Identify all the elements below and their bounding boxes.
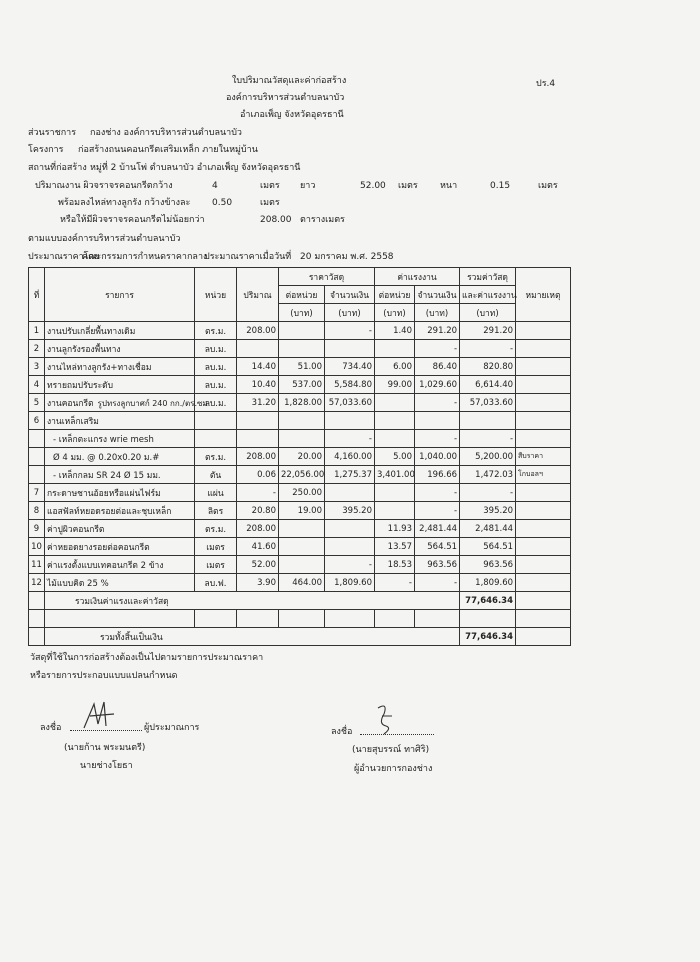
cell-item xyxy=(45,448,195,466)
item-text: - เหล็กกลม SR 24 Ø 15 มม. xyxy=(53,470,161,481)
cell-mp: 250.00 xyxy=(279,484,325,502)
item-text: งานไหล่ทางลูกรัง+ทางเชื่อม xyxy=(47,362,152,373)
project-value: ก่อสร้างถนนคอนกรีตเสริมเหล็ก ภายในหมู่บ้าน xyxy=(78,145,258,155)
cell-item xyxy=(45,520,195,538)
cell-item xyxy=(45,466,195,484)
table-row xyxy=(29,502,571,520)
item-text: งานคอนกรีต xyxy=(47,398,94,409)
cell-ma: 5,584.80 xyxy=(325,376,375,394)
cell-mp: 19.00 xyxy=(279,502,325,520)
cell-total: 963.56 xyxy=(460,556,516,574)
cell-la: 2,481.44 xyxy=(415,520,460,538)
cell-unit: เมตร xyxy=(195,538,237,556)
left-signer-name: (นายก้าน พระมนตรี) xyxy=(64,743,146,753)
item-text: งานเหล็กเสริม xyxy=(47,416,99,427)
cell-la: 1,029.60 xyxy=(415,376,460,394)
volume-label: ปริมาณงาน ผิวจราจรคอนกรีตกว้าง xyxy=(35,181,173,191)
cell-no xyxy=(29,466,45,484)
cell-unit: ลบ.ม. xyxy=(195,358,237,376)
item-text: ค่าปูผิวคอนกรีต xyxy=(47,524,105,535)
left-sign-prefix: ลงชื่อ xyxy=(40,723,62,733)
cell-unit: ตร.ม. xyxy=(195,322,237,340)
cell-mp: 22,056.00 xyxy=(279,466,325,484)
cell-total: 6,614.40 xyxy=(460,376,516,394)
table-row xyxy=(29,430,571,448)
table-row xyxy=(29,376,571,394)
length-label: ยาว xyxy=(300,181,316,191)
header-mat-amount: จำนวนเงิน xyxy=(325,286,375,304)
table-row xyxy=(29,520,571,538)
cell-qty: 208.00 xyxy=(237,448,279,466)
cell-note xyxy=(516,574,571,592)
cell-item xyxy=(45,322,195,340)
item-text: ค่าหยอดยางรอยต่อคอนกรีต xyxy=(47,542,150,553)
district-name: อำเภอเพ็ญ จังหวัดอุดรธานี xyxy=(240,110,344,120)
item-text: Ø 4 มม. @ 0.20x0.20 ม.# xyxy=(53,452,160,463)
header-total: รวมค่าวัสดุ xyxy=(460,268,516,286)
cell-no xyxy=(29,448,45,466)
header-total-line2: และค่าแรงงาน xyxy=(460,286,516,304)
cell-note: โกบอลฯ xyxy=(516,466,571,484)
area-value: 208.00 xyxy=(260,215,292,225)
cell-total: - xyxy=(460,484,516,502)
cell-ma xyxy=(325,412,375,430)
cell-no: 6 xyxy=(29,412,45,430)
header-baht: (บาท) xyxy=(325,304,375,322)
cell-ma: 57,033.60 xyxy=(325,394,375,412)
header-total-line3: (บาท) xyxy=(460,304,516,322)
header-unit: หน่วย xyxy=(195,268,237,322)
dept-value: กองช่าง องค์การบริหารส่วนตำบลนาบัว xyxy=(90,128,242,138)
item-text: งานปรับเกลี่ยพื้นทางเดิม xyxy=(47,326,136,337)
cell-lp: 13.57 xyxy=(375,538,415,556)
header-labor-per-unit: ต่อหน่วย xyxy=(375,286,415,304)
cell-no: 9 xyxy=(29,520,45,538)
header-baht: (บาท) xyxy=(375,304,415,322)
cell-la: 963.56 xyxy=(415,556,460,574)
cell-la: - xyxy=(415,340,460,358)
cell-lp: 99.00 xyxy=(375,376,415,394)
road-width: 4 xyxy=(212,181,218,191)
cell-no: 2 xyxy=(29,340,45,358)
header-item: รายการ xyxy=(45,268,195,322)
cell-ma: - xyxy=(325,430,375,448)
unit-meter: เมตร xyxy=(538,181,558,191)
cell-lp: 3,401.00 xyxy=(375,466,415,484)
cell-mp xyxy=(279,412,325,430)
cell-ma: 1,809.60 xyxy=(325,574,375,592)
cell-total: 1,809.60 xyxy=(460,574,516,592)
cell-mp: 51.00 xyxy=(279,358,325,376)
site-value: หมู่ที่ 2 บ้านโพ่ ตำบลนาบัว อำเภอเพ็ญ จังหวัดอุดรธานี xyxy=(90,163,301,173)
unit-meter: เมตร xyxy=(260,181,280,191)
cell-note xyxy=(516,556,571,574)
cell-note xyxy=(516,520,571,538)
cell-qty xyxy=(237,430,279,448)
cell-la: 86.40 xyxy=(415,358,460,376)
cell-item xyxy=(45,484,195,502)
cell-la: 291.20 xyxy=(415,322,460,340)
right-signer-title: ผู้อำนวยการกองช่าง xyxy=(354,764,433,774)
sum-row xyxy=(29,592,571,610)
cell-unit: ลิตร xyxy=(195,502,237,520)
cell-lp xyxy=(375,502,415,520)
blank-row xyxy=(29,610,571,628)
road-thickness: 0.15 xyxy=(490,181,511,191)
cell-item xyxy=(45,430,195,448)
cell-qty: 31.20 xyxy=(237,394,279,412)
cell-mp: 464.00 xyxy=(279,574,325,592)
site-label: สถานที่ก่อสร้าง xyxy=(28,163,87,173)
cell-lp: 5.00 xyxy=(375,448,415,466)
unit-meter: เมตร xyxy=(398,181,418,191)
cell-no xyxy=(29,430,45,448)
cell-total: 1,472.03 xyxy=(460,466,516,484)
table-row xyxy=(29,538,571,556)
table-row xyxy=(29,574,571,592)
header-note: หมายเหตุ xyxy=(516,268,571,322)
header-labor-amount: จำนวนเงิน xyxy=(415,286,460,304)
cell-lp xyxy=(375,394,415,412)
header-labor: ค่าแรงงาน xyxy=(375,268,460,286)
cell-la: 1,040.00 xyxy=(415,448,460,466)
cell-lp: - xyxy=(375,574,415,592)
header-mat-per-unit: ต่อหน่วย xyxy=(279,286,325,304)
cell-note: สืบราคา xyxy=(516,448,571,466)
cell-note xyxy=(516,340,571,358)
cell-total: 820.80 xyxy=(460,358,516,376)
cell-total: 2,481.44 xyxy=(460,520,516,538)
item-text: ทรายถมปรับระดับ xyxy=(47,380,114,391)
cell-item xyxy=(45,376,195,394)
table-row xyxy=(29,394,571,412)
cell-note xyxy=(516,322,571,340)
right-signer-name: (นายสุบรรณ์ ทาศิริ) xyxy=(352,745,430,755)
header-material: ราคาวัสดุ xyxy=(279,268,375,286)
cell-unit: แผ่น xyxy=(195,484,237,502)
cell-lp xyxy=(375,484,415,502)
cell-qty: 20.80 xyxy=(237,502,279,520)
cell-qty: 208.00 xyxy=(237,322,279,340)
cell-qty xyxy=(237,340,279,358)
cell-mp: 537.00 xyxy=(279,376,325,394)
cell-unit xyxy=(195,430,237,448)
cell-total: - xyxy=(460,340,516,358)
cell-qty: - xyxy=(237,484,279,502)
cell-total: 564.51 xyxy=(460,538,516,556)
cell-no: 5 xyxy=(29,394,45,412)
cell-mp xyxy=(279,340,325,358)
header-baht: (บาท) xyxy=(415,304,460,322)
table-row xyxy=(29,412,571,430)
table-row xyxy=(29,322,571,340)
cell-unit: ลบ.ฟ. xyxy=(195,574,237,592)
right-sign-prefix: ลงชื่อ xyxy=(331,727,353,737)
cell-ma xyxy=(325,538,375,556)
shoulder-width: 0.50 xyxy=(212,198,233,208)
grand-total-label: รวมทั้งสิ้นเป็นเงิน xyxy=(45,628,460,646)
cell-lp: 18.53 xyxy=(375,556,415,574)
cell-ma: 734.40 xyxy=(325,358,375,376)
area-label: หรือให้มีผิวจราจรคอนกรีตไม่น้อยกว่า xyxy=(60,215,205,225)
estimate-table xyxy=(28,267,571,646)
cell-unit: ตร.ม. xyxy=(195,520,237,538)
cell-qty: 3.90 xyxy=(237,574,279,592)
cell-la: 564.51 xyxy=(415,538,460,556)
project-label: โครงการ xyxy=(28,145,64,155)
cell-la: - xyxy=(415,574,460,592)
left-signature-mark xyxy=(80,698,120,732)
cell-mp xyxy=(279,430,325,448)
header-baht: (บาท) xyxy=(279,304,325,322)
header-qty: ปริมาณ xyxy=(237,268,279,322)
left-sign-role: ผู้ประมาณการ xyxy=(144,723,200,733)
cell-ma: 1,275.37 xyxy=(325,466,375,484)
table-row xyxy=(29,556,571,574)
cell-qty: 10.40 xyxy=(237,376,279,394)
cell-qty: 41.60 xyxy=(237,538,279,556)
form-code: ปร.4 xyxy=(536,79,556,89)
cell-ma: - xyxy=(325,322,375,340)
item-spec: รูปทรงลูกบาศก์ 240 กก./ตร.ซม. xyxy=(97,398,211,408)
grand-total-row xyxy=(29,628,571,646)
cell-qty: 14.40 xyxy=(237,358,279,376)
road-length: 52.00 xyxy=(360,181,386,191)
cell-total: 5,200.00 xyxy=(460,448,516,466)
cell-total: 291.20 xyxy=(460,322,516,340)
table-row xyxy=(29,340,571,358)
area-unit: ตารางเมตร xyxy=(300,215,345,225)
cell-no: 7 xyxy=(29,484,45,502)
item-text: ไม้แบบคิด 25 % xyxy=(47,578,109,589)
left-signer-title: นายช่างโยธา xyxy=(80,761,133,771)
cell-mp xyxy=(279,538,325,556)
table-row xyxy=(29,484,571,502)
cell-unit: ลบ.ม. xyxy=(195,394,237,412)
document-title: ใบปริมาณวัสดุและค่าก่อสร้าง xyxy=(232,76,347,86)
cell-total xyxy=(460,412,516,430)
cell-note xyxy=(516,484,571,502)
item-text: - เหล็กตะแกรง wrie mesh xyxy=(53,434,154,445)
cell-lp: 6.00 xyxy=(375,358,415,376)
estimator-label: ประมาณราคาโดย xyxy=(28,252,100,262)
cell-no: 8 xyxy=(29,502,45,520)
cell-unit: ตัน xyxy=(195,466,237,484)
cell-no: 1 xyxy=(29,322,45,340)
table-header-row xyxy=(29,268,571,286)
note-line-2: หรือรายการประกอบแบบแปลนกำหนด xyxy=(30,671,178,681)
cell-item xyxy=(45,574,195,592)
cell-note xyxy=(516,538,571,556)
dept-label: ส่วนราชการ xyxy=(28,128,77,138)
note-line-1: วัสดุที่ใช้ในการก่อสร้างต้องเป็นไปตามรายการประมาณราคา xyxy=(30,653,264,663)
pattern-text: ตามแบบองค์การบริหารส่วนตำบลนาบัว xyxy=(28,234,181,244)
table-row xyxy=(29,466,571,484)
thickness-label: หนา xyxy=(440,181,458,191)
cell-mp: 20.00 xyxy=(279,448,325,466)
cell-item xyxy=(45,502,195,520)
cell-lp xyxy=(375,340,415,358)
cell-total: 57,033.60 xyxy=(460,394,516,412)
cell-total: 395.20 xyxy=(460,502,516,520)
cell-item xyxy=(45,394,211,412)
cell-no: 3 xyxy=(29,358,45,376)
cell-ma: - xyxy=(325,556,375,574)
cell-lp: 11.93 xyxy=(375,520,415,538)
cell-la: - xyxy=(415,484,460,502)
sum-value: 77,646.34 xyxy=(460,592,516,610)
item-text: กระดาษชานอ้อยหรือแผ่นไฟร์ม xyxy=(47,488,161,499)
cell-ma xyxy=(325,484,375,502)
cell-note xyxy=(516,412,571,430)
date-label: ประมาณราคาเมื่อวันที่ xyxy=(204,252,292,262)
cell-unit: ตร.ม. xyxy=(195,448,237,466)
cell-qty: 0.06 xyxy=(237,466,279,484)
cell-item xyxy=(45,556,195,574)
cell-note xyxy=(516,376,571,394)
cell-item xyxy=(45,358,195,376)
table-row xyxy=(29,448,571,466)
cell-item xyxy=(45,412,195,430)
cell-note xyxy=(516,358,571,376)
cell-lp xyxy=(375,412,415,430)
cell-lp: 1.40 xyxy=(375,322,415,340)
item-text: งานลูกรังรองพื้นทาง xyxy=(47,344,121,355)
cell-unit: ลบ.ม. xyxy=(195,376,237,394)
cell-no: 10 xyxy=(29,538,45,556)
cell-mp xyxy=(279,520,325,538)
cell-ma xyxy=(325,520,375,538)
cell-unit: ลบ.ม. xyxy=(195,340,237,358)
cell-unit: เมตร xyxy=(195,556,237,574)
cell-ma: 4,160.00 xyxy=(325,448,375,466)
cell-no: 4 xyxy=(29,376,45,394)
cell-note xyxy=(516,394,571,412)
cell-mp xyxy=(279,556,325,574)
cell-no: 12 xyxy=(29,574,45,592)
cell-la: 196.66 xyxy=(415,466,460,484)
header-no: ที่ xyxy=(29,268,45,322)
table-row xyxy=(29,358,571,376)
cell-total: - xyxy=(460,430,516,448)
cell-lp xyxy=(375,430,415,448)
cell-item xyxy=(45,538,195,556)
cell-la: - xyxy=(415,394,460,412)
cell-no: 11 xyxy=(29,556,45,574)
cell-note xyxy=(516,430,571,448)
cell-qty xyxy=(237,412,279,430)
cell-la xyxy=(415,412,460,430)
cell-note xyxy=(516,502,571,520)
organization-name: องค์การบริหารส่วนตำบลนาบัว xyxy=(226,93,345,103)
cell-qty: 208.00 xyxy=(237,520,279,538)
cell-mp: 1,828.00 xyxy=(279,394,325,412)
cell-la: - xyxy=(415,430,460,448)
item-text: ค่าแรงตั้งแบบเทคอนกรีต 2 ข้าง xyxy=(47,560,164,571)
cell-mp xyxy=(279,322,325,340)
cell-la: - xyxy=(415,502,460,520)
date-value: 20 มกราคม พ.ศ. 2558 xyxy=(300,252,394,262)
right-signature-mark xyxy=(370,702,400,738)
shoulder-label: พร้อมลงไหล่ทางลูกรัง กว้างข้างละ xyxy=(58,198,191,208)
item-text: แอสฟัลท์หยอดรอยต่อและชุบเหล็ก xyxy=(47,506,172,517)
grand-total-value: 77,646.34 xyxy=(460,628,516,646)
cell-unit xyxy=(195,412,237,430)
cell-item xyxy=(45,340,195,358)
cell-qty: 52.00 xyxy=(237,556,279,574)
unit-meter: เมตร xyxy=(260,198,280,208)
cell-ma xyxy=(325,340,375,358)
sum-label: รวมเงินค่าแรงและค่าวัสดุ xyxy=(45,592,460,610)
estimator-value: คณะกรรมการกำหนดราคากลาง xyxy=(82,252,208,262)
cell-ma: 395.20 xyxy=(325,502,375,520)
